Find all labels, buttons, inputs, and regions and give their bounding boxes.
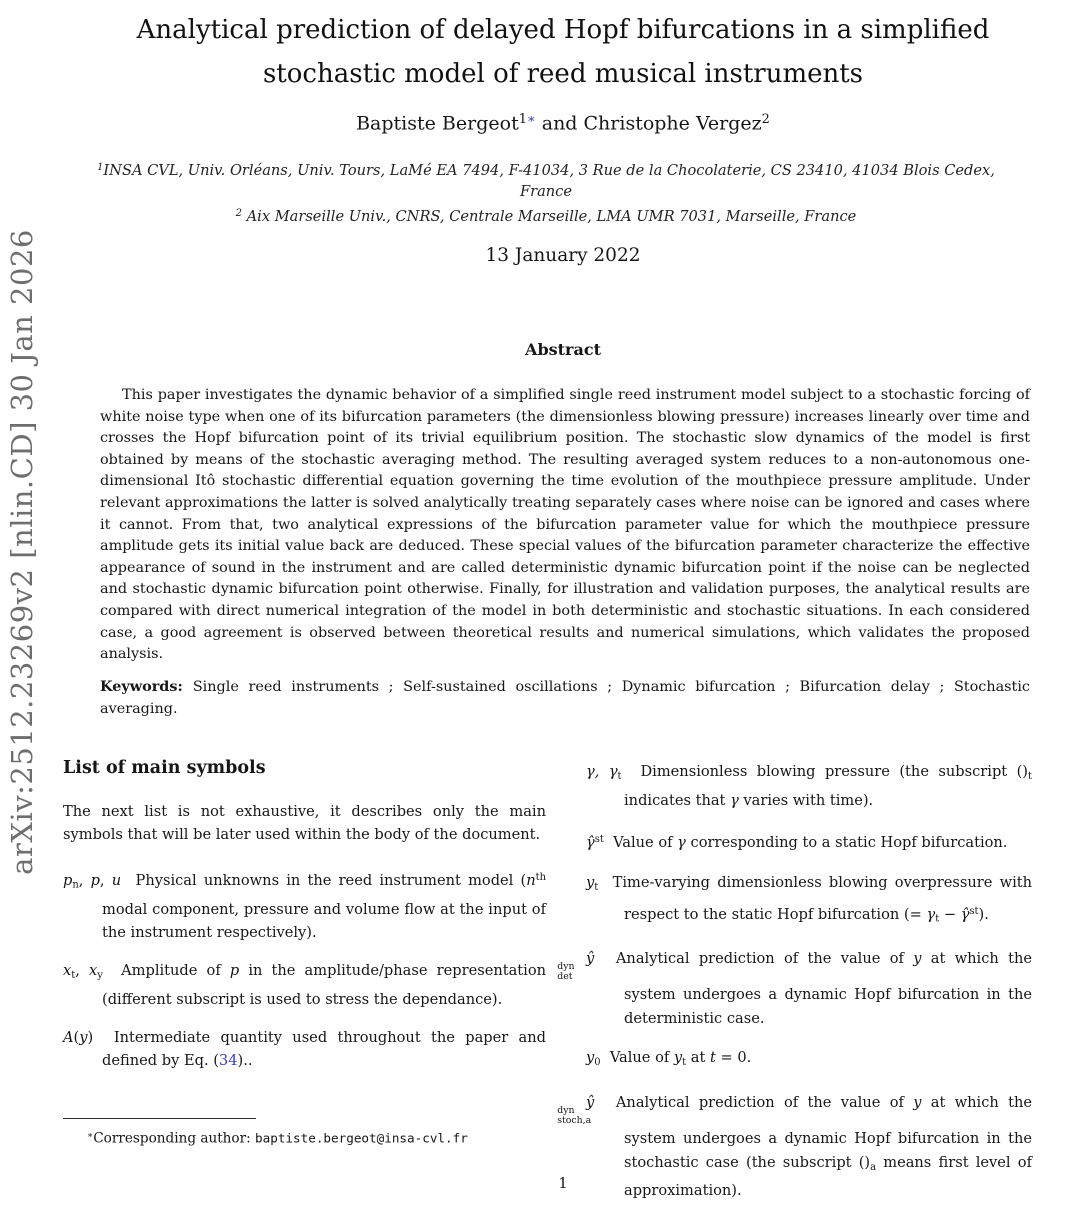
symbol-item-xt-xy: xt, xy Amplitude of p in the amplitude/phase representation (different subscript is used to stress the dependance).	[63, 962, 547, 1008]
symbol-item-gamma-hat-st: γ̂$^{st}$ Value of γ corresponding to a static Hopf bifurcation.	[586, 834, 1008, 852]
footnote-rule	[63, 1118, 256, 1119]
symbol-item-y0: y0 Value of yt at t = 0.	[586, 1049, 752, 1069]
footnote	[63, 1118, 546, 1149]
symbol-item-a-of-y: A(y) Intermediate quantity used throughout the paper and defined by Eq. (34)..	[63, 1028, 546, 1070]
corresponding-author-note: ∗Corresponding author: baptiste.bergeot@insa-cvl.fr	[87, 1130, 468, 1147]
paper-title-line-2: stochastic model of reed musical instruments	[262, 59, 864, 89]
symbol-item-yhat-dyn-det: ŷ dyn det Analytical prediction of the value of y at which the system undergoes a dynamic Hopf bifurcation in the deterministic case.	[557, 950, 1032, 1027]
symbols-section-heading: List of main symbols	[63, 758, 266, 778]
inline-link[interactable]: 34	[218, 1052, 238, 1070]
symbol-item-gamma: γ, γt Dimensionless blowing pressure (the subscript ()t indicates that γ varies with time).	[586, 763, 1032, 809]
symbol-item-pn-p-u: pn, p, u Physical unknowns in the reed instrument model ($n^{th}$ modal component, pressure and volume flow at the input of the instrument respectively).	[63, 872, 547, 941]
symbols-left-column	[63, 758, 546, 1088]
abstract-text: This paper investigates the dynamic behavior of a simplified single reed instrument model subject to a stochastic forcing of white noise type when one of its bifurcation parameters (the dimensionless blowing pressure) increases linearly over time and crosses the Hopf bifurcation point of its trivial equilibrium position. The stochastic slow dynamics of the model is first obtained by means of the stochastic averaging method. The resulting averaged system reduces to a non-autonomous one-dimensional Itô stochastic differential equation governing the time evolution of the mouthpiece pressure amplitude. Under relevant approximations the latter is solved analytically treating separately cases where noise can be ignored and cases where it cannot. From that, two analytical expressions of the bifurcation parameter value for which the mouthpiece pressure amplitude gets its initial value back are deduced. These special values of the bifurcation parameter characterize the effective appearance of sound in the instrument and are called deterministic dynamic bifurcation point if the noise can be neglected and stochastic dynamic bifurcation point otherwise. Finally, for illustration and validation purposes, the analytical results are compared with direct numerical integration of the model in both deterministic and stochastic situations. In each considered case, a good agreement is observed between theoretical results and numerical simulations, which validates the proposed analysis.	[100, 387, 1030, 663]
affiliation-1-line-2: France	[519, 183, 572, 201]
inline-link[interactable]: ∗	[526, 112, 536, 127]
paper-title-line-1: Analytical prediction of delayed Hopf bifurcations in a simplified	[136, 15, 990, 45]
symbols-right-column	[557, 760, 1032, 1219]
affiliations-block	[40, 157, 1052, 227]
affiliation-2: $^2$ Aix Marseille Univ., CNRS, Centrale Marseille, LMA UMR 7031, Marseille, France	[235, 207, 857, 225]
symbol-item-yhat-dyn-stoch: ŷ dyn stoch,a Analytical prediction of the value of y at which the system undergoes a dynamic Hopf bifurcation in the stochastic case (the subscript ()a means first level of approximation).	[557, 1094, 1032, 1200]
authors-line: Baptiste Bergeot$^{1∗}$ and Christophe Vergez$^2$	[356, 112, 770, 135]
symbols-intro: The next list is not exhaustive, it describes only the main symbols that will be later used within the body of the document.	[63, 803, 546, 844]
paper-title	[63, 8, 1063, 96]
publication-date: 13 January 2022	[485, 245, 641, 266]
affiliation-1-line-1: $^1$INSA CVL, Univ. Orléans, Univ. Tours, LaMé EA 7494, F-41034, 3 Rue de la Chocolaterie, CS 23410, 41034 Blois Cedex,	[97, 161, 995, 179]
abstract-heading: Abstract	[525, 340, 601, 359]
page-number: 1	[558, 1174, 568, 1192]
arxiv-sidebar-id: arXiv:2512.23269v2 [nlin.CD] 30 Jan 2026	[5, 229, 39, 875]
keywords-line: Keywords: Single reed instruments ; Self-sustained oscillations ; Dynamic bifurcation ; Bifurcation delay ; Stochastic averaging.	[100, 678, 1030, 717]
symbol-item-yt: yt Time-varying dimensionless blowing overpressure with respect to the static Hopf bifurcation (= γt − γ̂$^{st}$).	[586, 874, 1032, 925]
